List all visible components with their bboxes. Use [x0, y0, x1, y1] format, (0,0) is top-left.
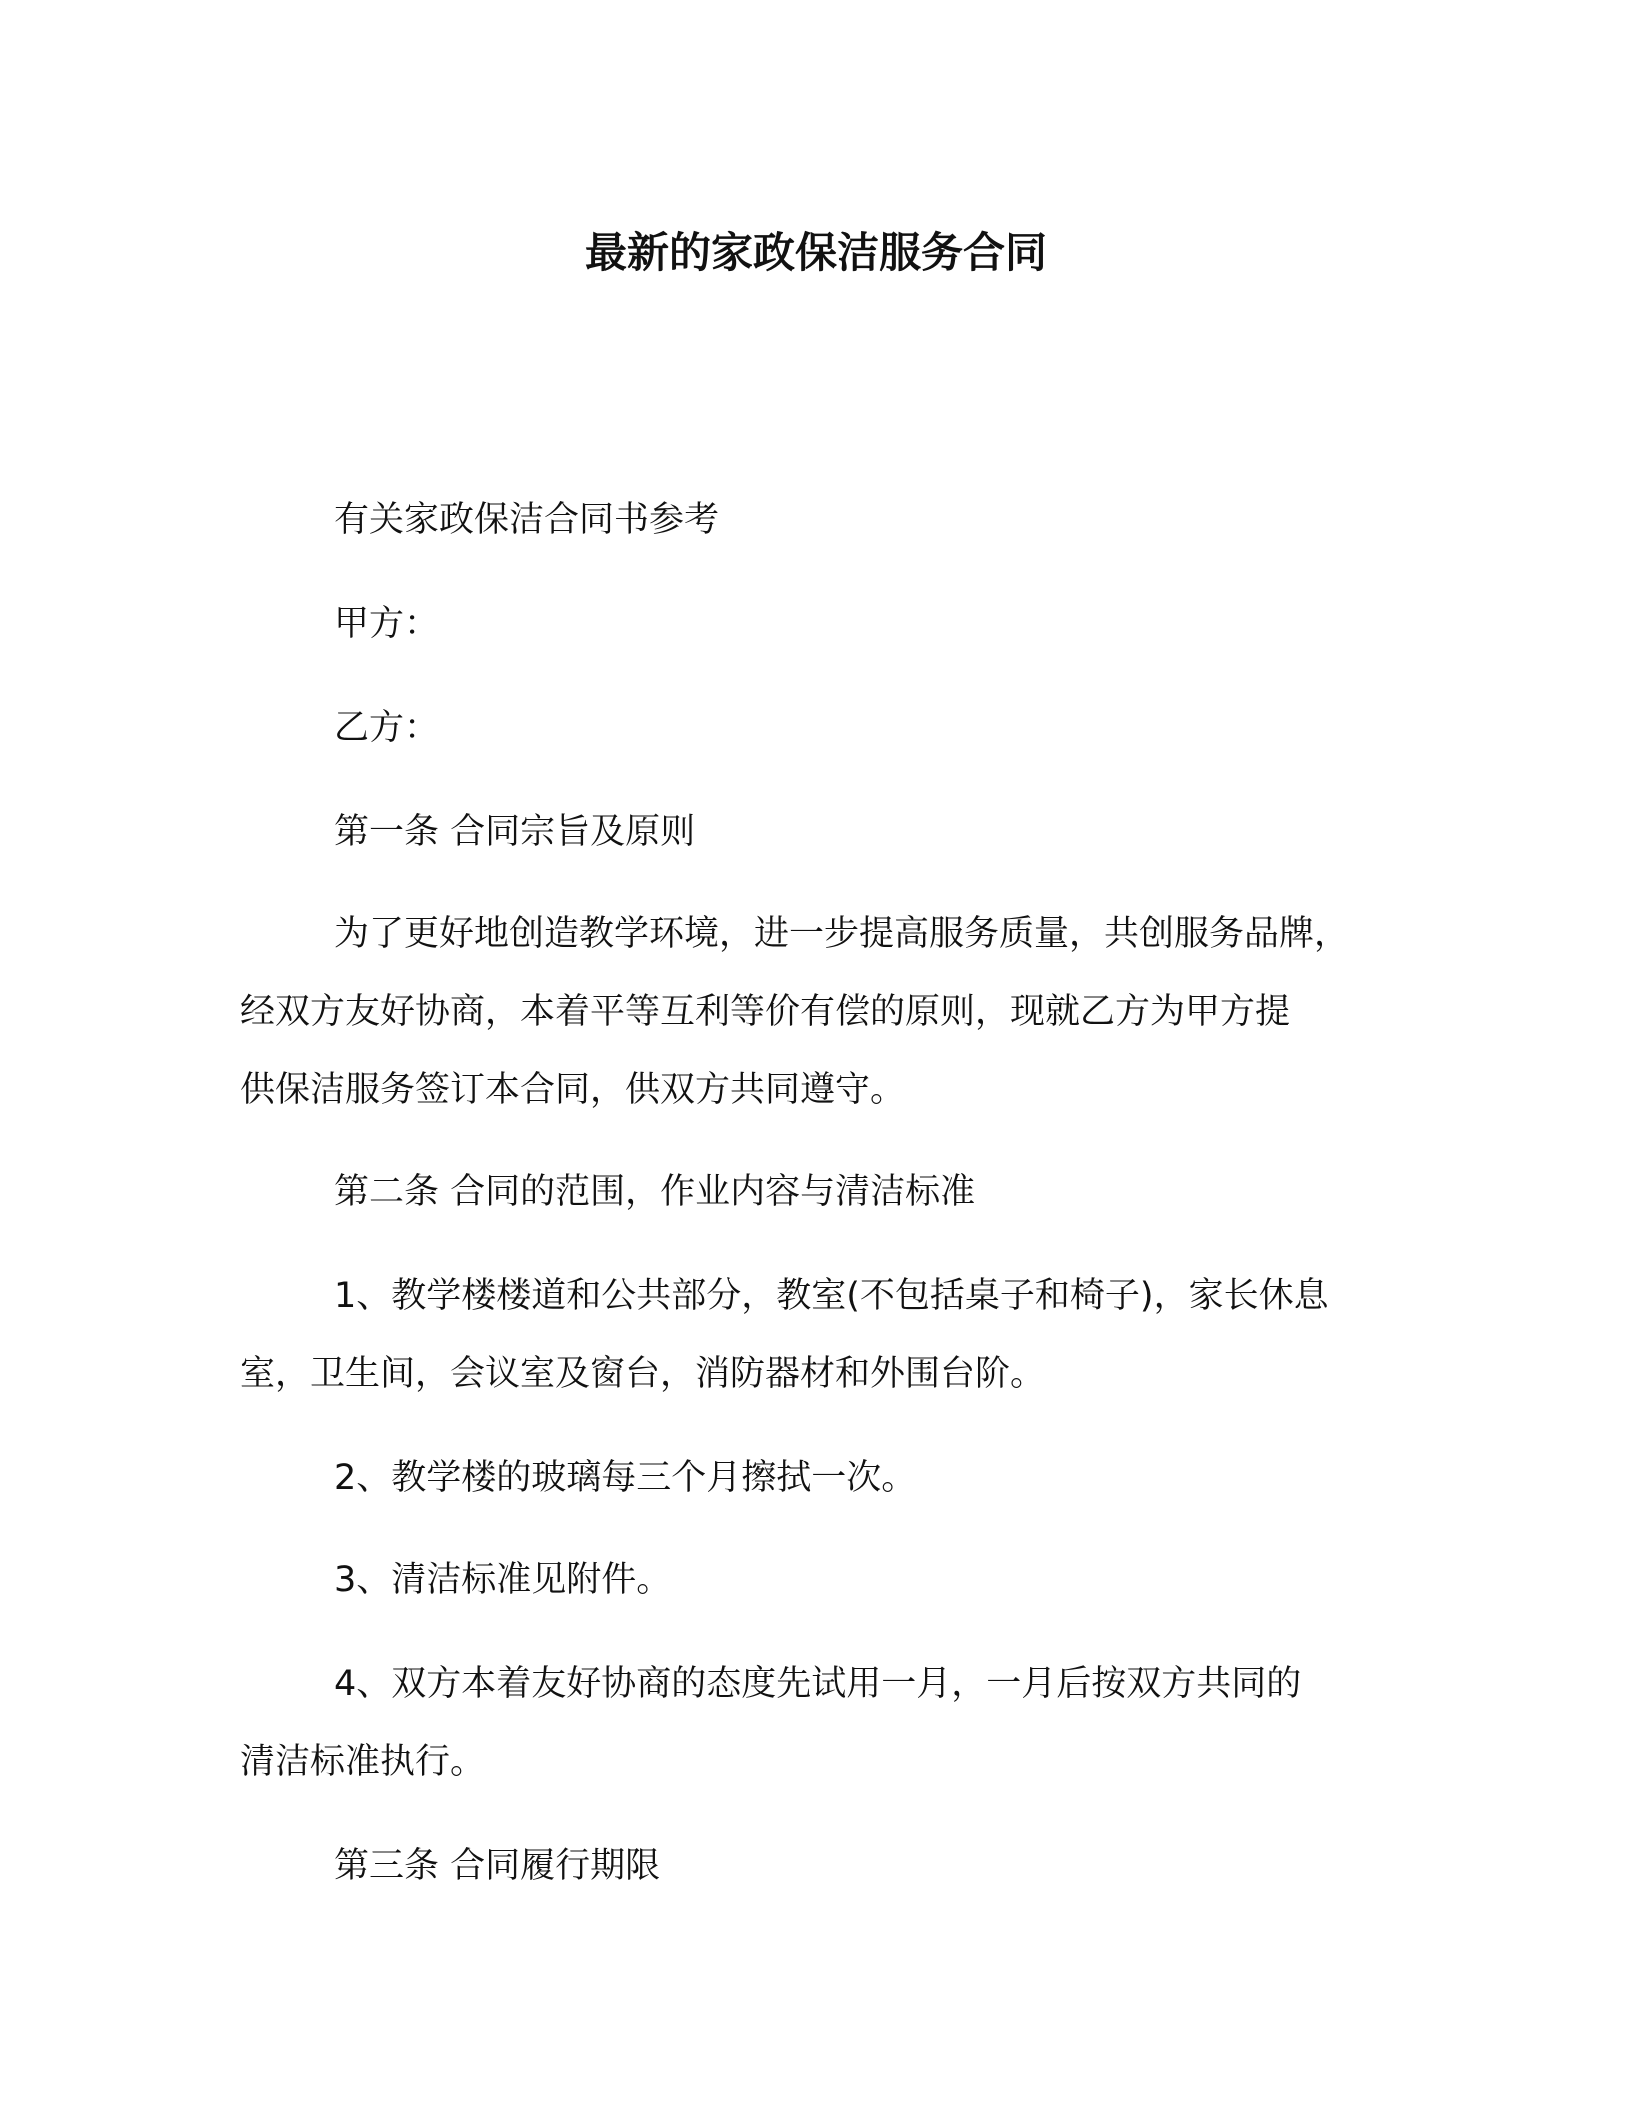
article-2-item-2: 2、教学楼的玻璃每三个月擦拭一次。 [334, 1458, 917, 1498]
article-1-paragraph-line: 供保洁服务签订本合同，供双方共同遵守。 [240, 1070, 906, 1110]
document-title: 最新的家政保洁服务合同 [584, 228, 1047, 277]
article-1-heading: 第一条 合同宗旨及原则 [334, 812, 696, 852]
article-3-heading: 第三条 合同履行期限 [334, 1846, 661, 1886]
article-1-paragraph-line: 经双方友好协商，本着平等互利等价有偿的原则，现就乙方为甲方提 [240, 992, 1291, 1032]
article-2-item-4-line: 4、双方本着友好协商的态度先试用一月，一月后按双方共同的 [334, 1664, 1302, 1704]
article-2-item-4-line: 清洁标准执行。 [240, 1742, 486, 1782]
article-2-item-3: 3、清洁标准见附件。 [334, 1560, 672, 1600]
article-2-item-1-line: 1、教学楼楼道和公共部分，教室(不包括桌子和椅子)，家长休息 [334, 1276, 1329, 1316]
party-b-label: 乙方： [334, 708, 440, 748]
article-1-paragraph-line: 为了更好地创造教学环境，进一步提高服务质量，共创服务品牌， [334, 914, 1350, 954]
party-a-label: 甲方： [334, 604, 440, 644]
article-2-item-1-line: 室，卫生间，会议室及窗台，消防器材和外围台阶。 [240, 1354, 1046, 1394]
article-2-heading: 第二条 合同的范围，作业内容与清洁标准 [334, 1172, 976, 1212]
intro-line: 有关家政保洁合同书参考 [334, 500, 720, 540]
